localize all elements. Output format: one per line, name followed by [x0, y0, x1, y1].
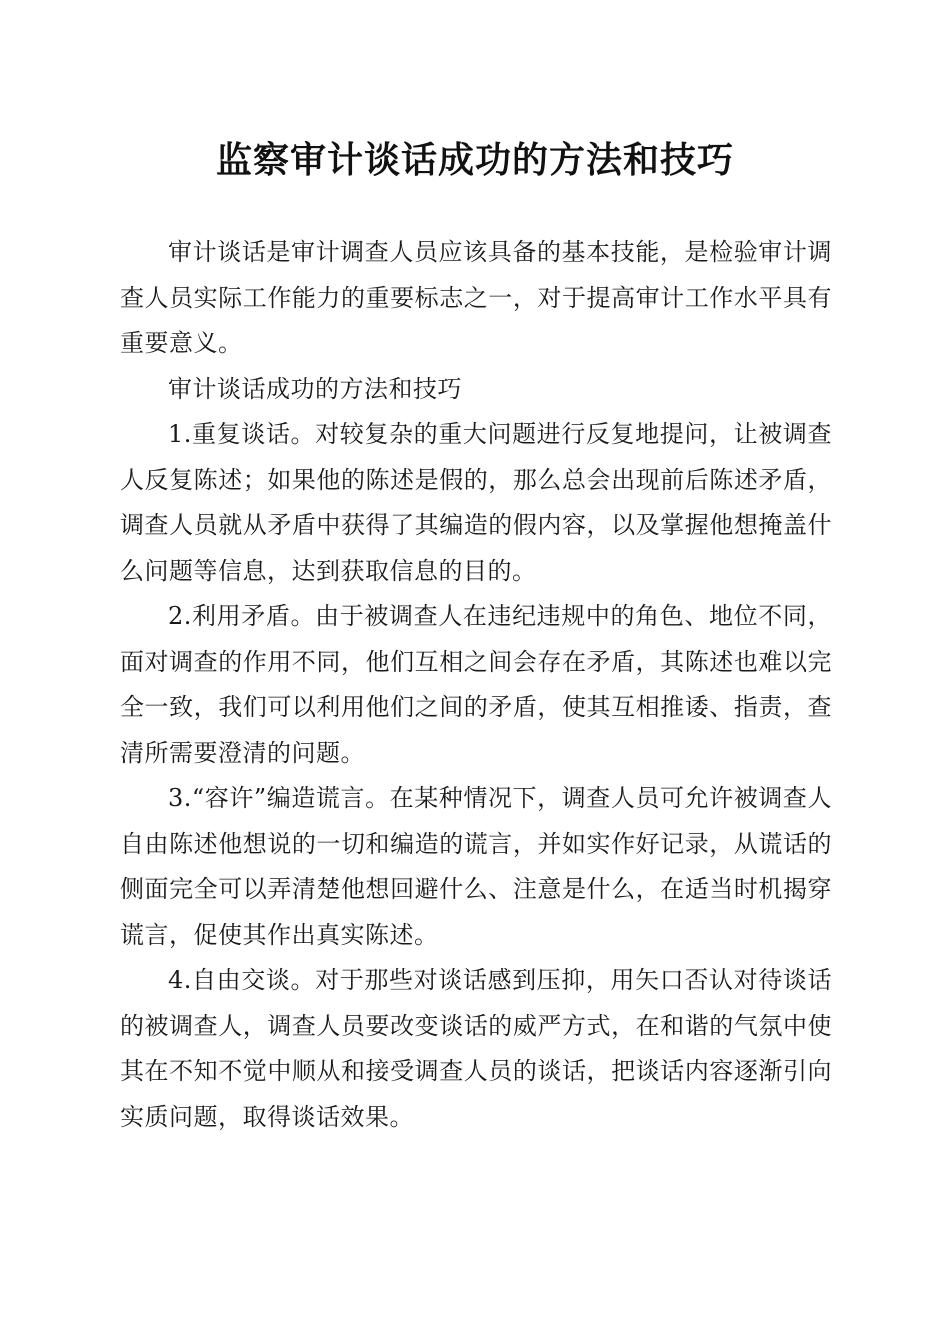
paragraph-subheading: 审计谈话成功的方法和技巧 [168, 374, 462, 403]
document-body [120, 230, 832, 1140]
paragraph-item-2: 2.利用矛盾。由于被调查人在违纪违规中的角色、地位不同，面对调查的作用不同，他们互相之间会存在矛盾，其陈述也难以完全一致，我们可以利用他们之间的矛盾，使其互相推诿、指责，查清所需要澄清的问题。 [120, 602, 832, 767]
paragraph-intro: 审计谈话是审计调查人员应该具备的基本技能，是检验审计调查人员实际工作能力的重要标志之一，对于提高审计工作水平具有重要意义。 [120, 238, 832, 357]
paragraph-item-3: 3.“容许”编造谎言。在某种情况下，调查人员可允许被调查人自由陈述他想说的一切和编造的谎言，并如实作好记录，从谎话的侧面完全可以弄清楚他想回避什么、注意是什么，在适当时机揭穿谎言，促使其作出真实陈述。 [120, 784, 832, 949]
paragraph-item-4: 4.自由交谈。对于那些对谈话感到压抑，用矢口否认对待谈话的被调查人，调查人员要改变谈话的威严方式，在和谐的气氛中使其在不知不觉中顺从和接受调查人员的谈话，把谈话内容逐渐引向实质问题，取得谈话效果。 [120, 966, 832, 1131]
document-title: 监察审计谈话成功的方法和技巧 [215, 139, 734, 181]
paragraph-item-1: 1.重复谈话。对较复杂的重大问题进行反复地提问，让被调查人反复陈述；如果他的陈述是假的，那么总会出现前后陈述矛盾，调查人员就从矛盾中获得了其编造的假内容，以及掌握他想掩盖什么问题等信息，达到获取信息的目的。 [120, 420, 832, 585]
